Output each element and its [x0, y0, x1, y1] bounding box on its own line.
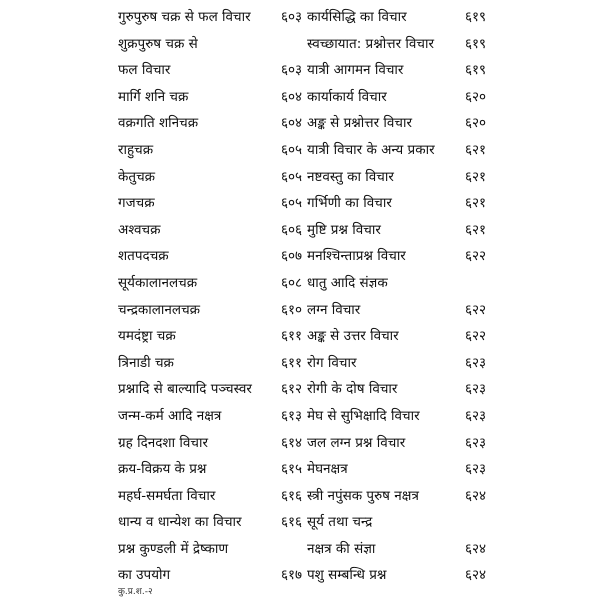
entry-page-number: ६२१	[464, 195, 486, 212]
left-index-entry	[118, 164, 302, 191]
entry-title: का उपयोग	[118, 567, 171, 584]
entry-page-number: ६२४	[464, 567, 486, 584]
page-footer-note: कु.प्र.श.-२	[118, 587, 153, 597]
left-index-entry	[118, 323, 302, 350]
entry-title: यमदंष्ट्रा चक्र	[118, 328, 176, 345]
entry-title: यात्री विचार के अन्य प्रकार	[307, 141, 435, 158]
entry-title: मेघनक्षत्र	[307, 461, 348, 478]
left-index-entry	[118, 4, 302, 31]
entry-page-number: ६२१	[464, 141, 486, 158]
entry-page-number: ६२३	[464, 407, 486, 424]
right-index-entry	[307, 110, 486, 137]
entry-title: मार्गि शनि चक्र	[118, 88, 189, 105]
entry-page-number: ६२०	[464, 115, 486, 132]
right-index-entry	[307, 217, 486, 244]
left-index-entry	[118, 456, 302, 483]
index-column-left	[118, 4, 302, 589]
entry-page-number: ६१९	[464, 9, 486, 25]
left-index-entry	[118, 350, 302, 377]
entry-title: अश्वचक्र	[118, 221, 161, 238]
entry-title: शुक्रपुरुष चक्र से	[118, 35, 198, 52]
right-index-entry	[307, 270, 482, 297]
right-index-entry	[307, 84, 486, 111]
entry-title: फल विचार	[118, 62, 171, 79]
entry-title: जन्म-कर्म आदि नक्षत्र	[118, 407, 222, 424]
left-index-entry	[118, 509, 302, 536]
entry-title: रोगी के दोष विचार	[307, 381, 398, 398]
right-index-entry	[307, 403, 486, 430]
left-index-entry	[118, 430, 302, 457]
entry-title: अङ्क से उत्तर विचार	[307, 328, 399, 345]
right-index-entry	[307, 164, 486, 191]
entry-title: गुरुपुरुष चक्र से फल विचार	[118, 9, 251, 25]
entry-page-number: ६२३	[464, 461, 486, 478]
entry-page-number: ६१९	[464, 62, 486, 79]
entry-page-number: ६२२	[464, 301, 486, 318]
left-index-entry	[118, 536, 298, 563]
entry-page-number: ६२३	[464, 354, 486, 371]
entry-title: ग्रह दिनदशा विचार	[118, 434, 208, 451]
left-index-entry	[118, 57, 302, 84]
entry-title: चन्द्रकालानलचक्र	[118, 301, 201, 318]
entry-title: मुष्टि प्रश्न विचार	[307, 221, 381, 238]
entry-page-number: ६१९	[464, 35, 486, 52]
entry-title: त्रिनाडी चक्र	[118, 354, 174, 371]
entry-title: प्रश्न कुण्डली में द्रेष्काण	[118, 540, 229, 557]
entry-page-number: ६११	[280, 328, 302, 345]
left-index-entry	[118, 84, 302, 111]
entry-title: कार्याकार्य विचार	[307, 88, 387, 105]
entry-title: लग्न विचार	[307, 301, 361, 318]
entry-title: धान्य व धान्येश का विचार	[118, 514, 242, 531]
entry-page-number: ६११	[280, 354, 302, 371]
entry-title: शतपदचक्र	[118, 248, 169, 265]
entry-page-number: ६१४	[280, 434, 302, 451]
entry-title: स्वच्छायात: प्रश्नोत्तर विचार	[307, 35, 435, 52]
entry-page-number: ६०४	[280, 88, 302, 105]
right-index-entry	[307, 350, 486, 377]
entry-page-number: ६०८	[280, 274, 302, 291]
entry-title: मनश्चिन्ताप्रश्न विचार	[307, 248, 406, 265]
entry-title: गर्भिणी का विचार	[307, 195, 392, 212]
right-index-entry	[307, 536, 486, 563]
entry-page-number: ६२२	[464, 328, 486, 345]
left-index-entry	[118, 297, 302, 324]
entry-page-number: ६१५	[280, 461, 302, 478]
entry-page-number: ६२४	[464, 540, 486, 557]
entry-page-number: ६०३	[280, 62, 302, 79]
right-index-entry	[307, 483, 486, 510]
entry-page-number: ६२३	[464, 434, 486, 451]
entry-title: गजचक्र	[118, 195, 155, 212]
entry-page-number: ६१०	[280, 301, 302, 318]
right-index-entry	[307, 430, 486, 457]
entry-title: यात्री आगमन विचार	[307, 62, 404, 79]
entry-title: नष्टवस्तु का विचार	[307, 168, 394, 185]
left-index-entry	[118, 31, 298, 58]
entry-title: क्रय-विक्रय के प्रश्न	[118, 461, 207, 478]
left-index-entry	[118, 270, 302, 297]
right-index-entry	[307, 323, 486, 350]
entry-page-number: ६२३	[464, 381, 486, 398]
entry-page-number: ६२०	[464, 88, 486, 105]
right-index-entry	[307, 376, 486, 403]
entry-title: अङ्क से प्रश्नोत्तर विचार	[307, 115, 413, 132]
entry-page-number: ६०३	[280, 9, 302, 25]
entry-page-number: ६१३	[280, 407, 302, 424]
entry-title: मेघ से सुभिक्षादि विचार	[307, 407, 420, 424]
entry-title: प्रश्नादि से बाल्यादि पञ्चस्वर	[118, 381, 252, 398]
entry-page-number: ६१२	[280, 381, 302, 398]
right-index-entry	[307, 4, 486, 31]
entry-title: नक्षत्र की संज्ञा	[307, 540, 376, 557]
entry-page-number: ६०५	[280, 141, 302, 158]
entry-page-number: ६२१	[464, 168, 486, 185]
right-index-entry	[307, 31, 486, 58]
left-index-entry	[118, 376, 302, 403]
left-index-entry	[118, 243, 302, 270]
entry-title: सूर्यकालानलचक्र	[118, 274, 198, 291]
entry-title: महर्घ-समर्घता विचार	[118, 487, 216, 504]
entry-title: केतुचक्र	[118, 168, 156, 185]
right-index-entry	[307, 243, 486, 270]
entry-page-number: ६०५	[280, 168, 302, 185]
entry-page-number: ६०५	[280, 195, 302, 212]
left-index-entry	[118, 190, 302, 217]
left-index-entry	[118, 403, 302, 430]
right-index-entry	[307, 456, 486, 483]
entry-page-number: ६२२	[464, 248, 486, 265]
entry-page-number: ६१७	[280, 567, 302, 584]
left-index-entry	[118, 217, 302, 244]
entry-page-number: ६०७	[280, 248, 302, 265]
left-index-entry	[118, 137, 302, 164]
index-column-right	[307, 4, 486, 589]
entry-page-number: ६२१	[464, 221, 486, 238]
entry-title: पशु सम्बन्धि प्रश्न	[307, 567, 387, 584]
left-index-entry	[118, 483, 302, 510]
entry-title: कार्यसिद्धि का विचार	[307, 9, 407, 25]
entry-page-number: ६१६	[280, 487, 302, 504]
entry-page-number: ६१६	[280, 514, 302, 531]
right-index-entry	[307, 137, 486, 164]
right-index-entry	[307, 509, 482, 536]
right-index-entry	[307, 562, 486, 589]
entry-title: स्त्री नपुंसक पुरुष नक्षत्र	[307, 487, 419, 504]
entry-page-number: ६२४	[464, 487, 486, 504]
entry-title: सूर्य तथा चन्द्र	[307, 514, 373, 531]
entry-title: वक्रगति शनिचक्र	[118, 115, 199, 132]
entry-title: राहुचक्र	[118, 141, 154, 158]
entry-page-number: ६०४	[280, 115, 302, 132]
entry-page-number: ६०६	[280, 221, 302, 238]
left-index-entry	[118, 110, 302, 137]
right-index-entry	[307, 190, 486, 217]
entry-title: रोग विचार	[307, 354, 357, 371]
entry-title: धातु आदि संज्ञक	[307, 274, 388, 291]
right-index-entry	[307, 297, 486, 324]
right-index-entry	[307, 57, 486, 84]
entry-title: जल लग्न प्रश्न विचार	[307, 434, 406, 451]
